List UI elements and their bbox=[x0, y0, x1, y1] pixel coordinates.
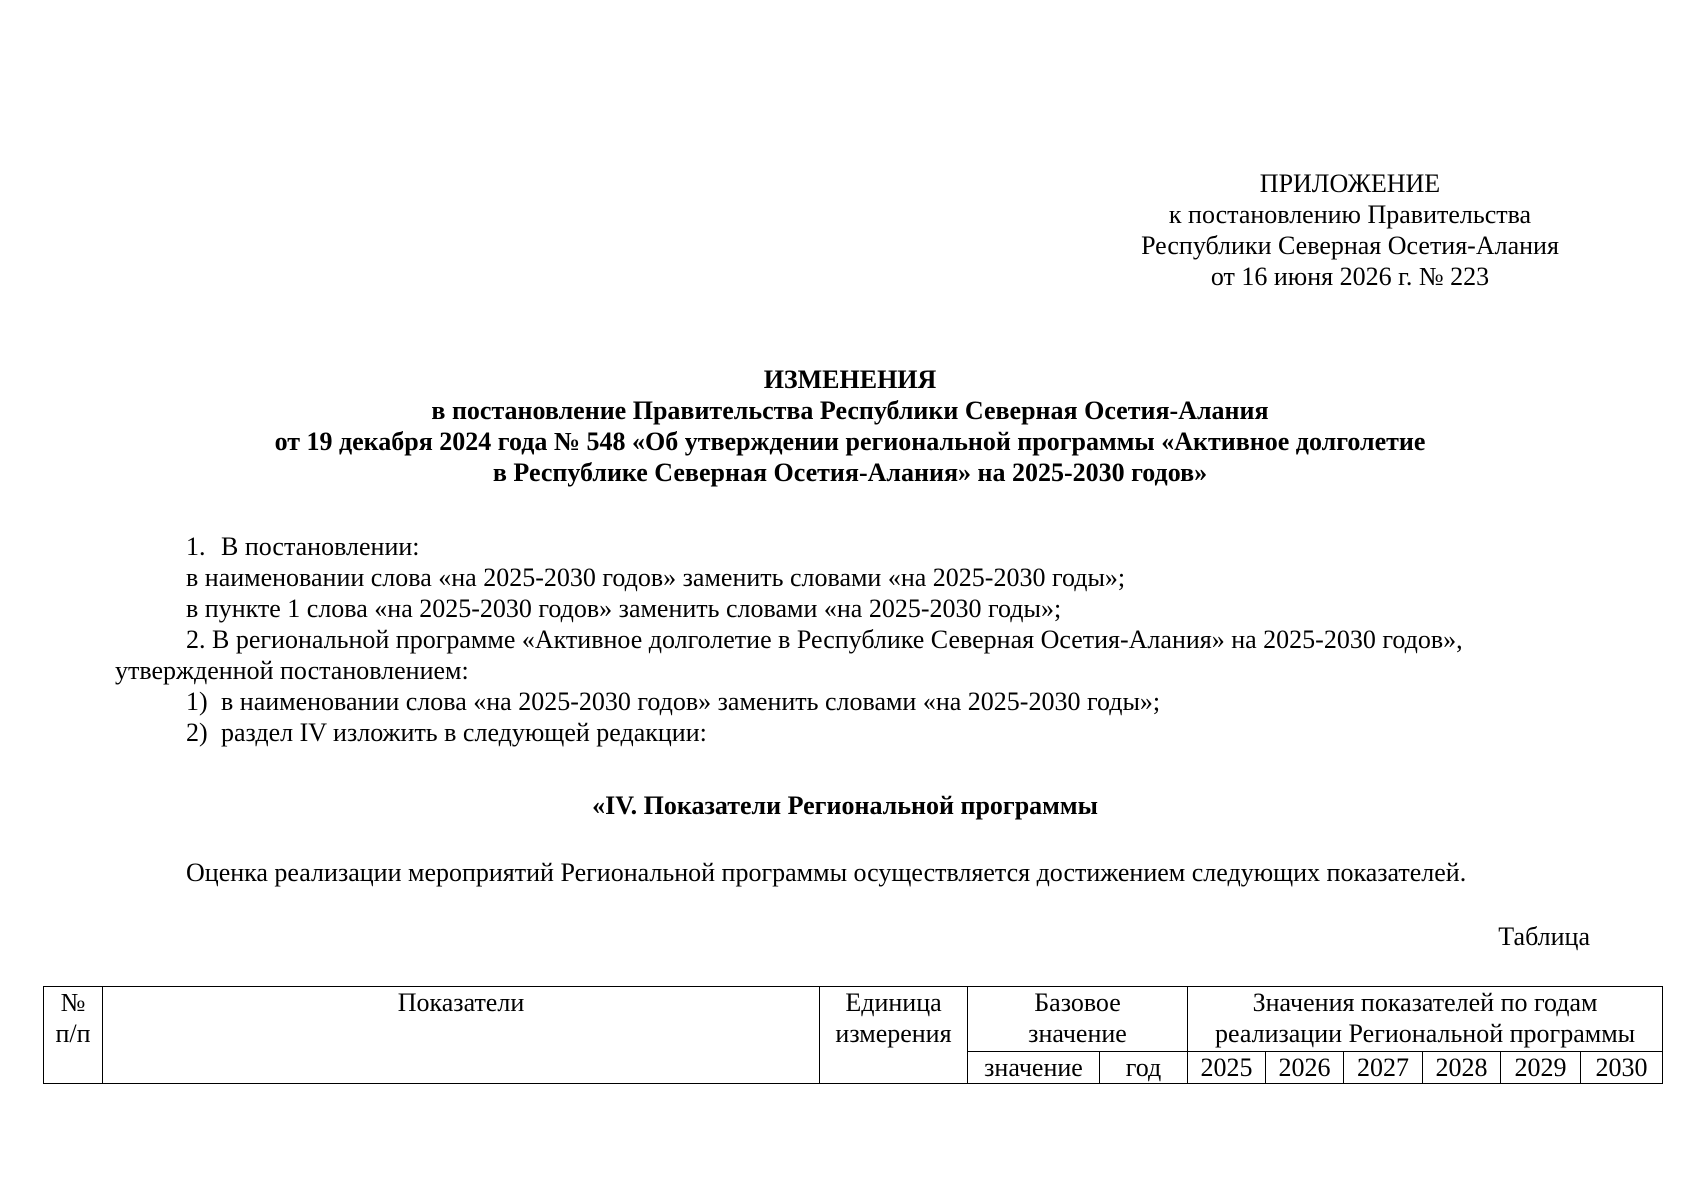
subheader-value: значение bbox=[968, 1052, 1100, 1084]
header-number-line-2: п/п bbox=[55, 1019, 91, 1048]
subheader-year: год bbox=[1100, 1052, 1188, 1084]
header-values-by-year bbox=[1188, 987, 1663, 1052]
paragraph-4: 2. В региональной программе «Активное долголетие в Республике Северная Осетия-Алания» на 2025-2030 годов», bbox=[186, 625, 1463, 654]
appendix-title: ПРИЛОЖЕНИЕ bbox=[1259, 169, 1441, 198]
paragraph-3: в пункте 1 слова «на 2025-2030 годов» заменить словами «на 2025-2030 годы»; bbox=[186, 594, 1062, 623]
paragraph-1 bbox=[115, 531, 1595, 562]
year-2026: 2026 bbox=[1266, 1052, 1344, 1084]
header-base-line-2: значение bbox=[1028, 1019, 1127, 1048]
paragraph-5 bbox=[115, 686, 1595, 717]
year-2029: 2029 bbox=[1501, 1052, 1581, 1084]
paragraph-5-number: 1) bbox=[186, 687, 208, 716]
header-values-line-2: реализации Региональной программы bbox=[1214, 1019, 1636, 1048]
title-line-2: в постановление Правительства Республики Северная Осетия-Алания bbox=[431, 396, 1269, 425]
amendments-body bbox=[115, 531, 1595, 748]
title-line-3: от 19 декабря 2024 года № 548 «Об утверждении региональной программы «Активное долголетие bbox=[274, 427, 1426, 456]
header-unit-line-1: Единица bbox=[845, 988, 942, 1017]
title-line-1: ИЗМЕНЕНИЯ bbox=[763, 365, 937, 394]
year-2030: 2030 bbox=[1581, 1052, 1663, 1084]
header-number-line-1: № bbox=[60, 988, 86, 1017]
paragraph-4-continuation: утвержденной постановлением: bbox=[115, 656, 469, 685]
year-2027: 2027 bbox=[1344, 1052, 1423, 1084]
section-title bbox=[100, 790, 1600, 821]
appendix-line-2: к постановлению Правительства bbox=[1168, 200, 1532, 229]
paragraph-5-text: в наименовании слова «на 2025-2030 годов» заменить словами «на 2025-2030 годы»; bbox=[221, 687, 1161, 716]
section-title-text: «IV. Показатели Региональной программы bbox=[592, 791, 1098, 820]
appendix-date-number: от 16 июня 2026 г. № 223 bbox=[1210, 262, 1490, 291]
paragraph-2: в наименовании слова «на 2025-2030 годов» заменить словами «на 2025-2030 годы»; bbox=[186, 563, 1126, 592]
year-2028: 2028 bbox=[1423, 1052, 1501, 1084]
paragraph-1-number: 1. bbox=[186, 532, 206, 561]
paragraph-1-text: В постановлении: bbox=[221, 532, 420, 561]
header-unit-line-2: измерения bbox=[835, 1019, 952, 1048]
table-header-row-1 bbox=[44, 987, 1663, 1052]
year-2025: 2025 bbox=[1188, 1052, 1266, 1084]
header-indicators: Показатели bbox=[103, 987, 820, 1084]
header-unit bbox=[820, 987, 968, 1084]
indicators-table bbox=[43, 986, 1663, 1084]
header-base-value bbox=[968, 987, 1188, 1052]
header-number bbox=[44, 987, 103, 1084]
paragraph-6-number: 2) bbox=[186, 718, 208, 747]
appendix-line-3: Республики Северная Осетия-Алания bbox=[1141, 231, 1559, 260]
paragraph-6 bbox=[115, 717, 1595, 748]
document-title bbox=[100, 364, 1600, 488]
evaluation-paragraph: Оценка реализации мероприятий Региональной программы осуществляется достижением следующих показателей. bbox=[186, 858, 1467, 887]
header-base-line-1: Базовое bbox=[1034, 988, 1121, 1017]
appendix-header bbox=[1110, 168, 1590, 292]
title-line-4: в Республике Северная Осетия-Алания» на 2025-2030 годов» bbox=[492, 458, 1208, 487]
paragraph-6-text: раздел IV изложить в следующей редакции: bbox=[221, 718, 707, 747]
table-caption: Таблица bbox=[1498, 922, 1590, 951]
header-values-line-1: Значения показателей по годам bbox=[1252, 988, 1598, 1017]
